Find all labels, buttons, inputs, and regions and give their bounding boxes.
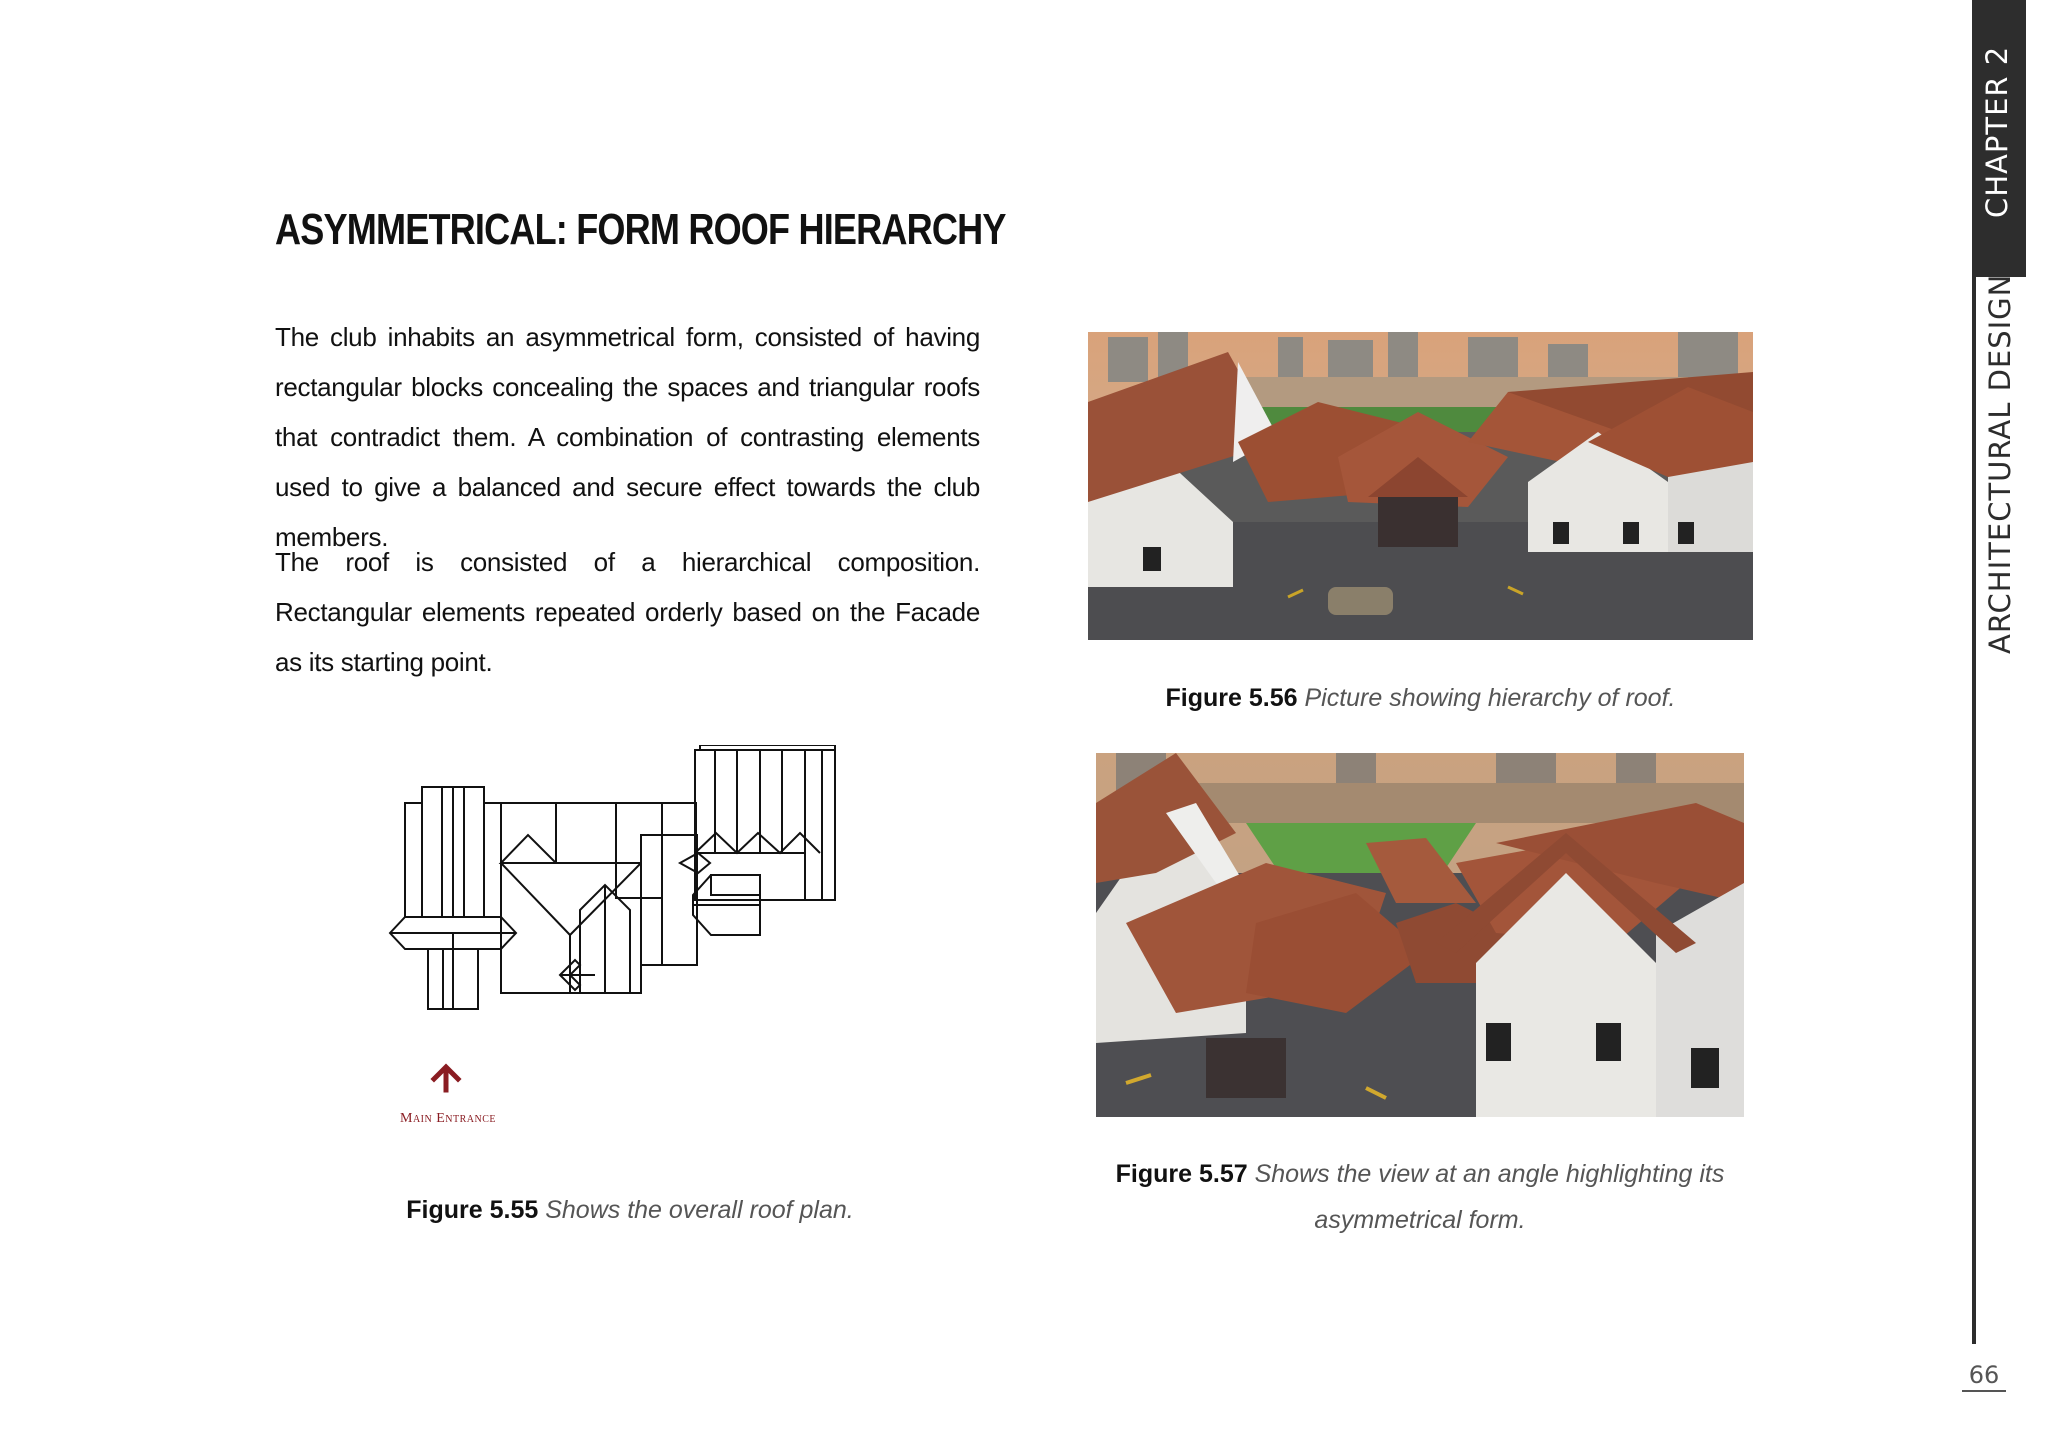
- figure-caption: [330, 1187, 930, 1233]
- page-number: 66: [1962, 1360, 2006, 1392]
- figure-text: Picture showing hierarchy of roof.: [1304, 684, 1676, 712]
- chapter-label: CHAPTER 2: [1980, 45, 2014, 218]
- figure-caption: [1088, 675, 1753, 721]
- asymmetrical-angle-photo: [1096, 753, 1744, 1117]
- main-entrance-label: Main Entrance: [400, 1111, 496, 1126]
- body-paragraph: The roof is consisted of a hierarchical composition. Rectangular elements repeated orderly based on the Facade as its starting point.: [275, 547, 980, 677]
- section-label: ARCHITECTURAL DESIGN: [1983, 273, 2017, 654]
- figure-label: Figure 5.56: [1165, 684, 1298, 712]
- body-paragraph: The club inhabits an asymmetrical form, consisted of having rectangular blocks concealing the spaces and triangular roofs that contradict them. A combination of contrasting elements used to give a balanced and secure effect towards the club members.: [275, 322, 980, 552]
- roof-hierarchy-photo: [1088, 332, 1753, 640]
- figure-label: Figure 5.57: [1115, 1160, 1248, 1188]
- figure-text: Shows the view at an angle highlighting its asymmetrical form.: [1254, 1160, 1725, 1234]
- entrance-arrow-icon: [434, 1067, 458, 1090]
- sidebar-rule: [1972, 277, 1976, 1344]
- page-title: ASYMMETRICAL: FORM ROOF HIERARCHY: [275, 205, 1006, 254]
- roof-plan-drawing: [380, 745, 850, 1135]
- figure-text: Shows the overall roof plan.: [545, 1196, 854, 1224]
- figure-label: Figure 5.55: [406, 1196, 539, 1224]
- figure-caption: [1075, 1151, 1765, 1243]
